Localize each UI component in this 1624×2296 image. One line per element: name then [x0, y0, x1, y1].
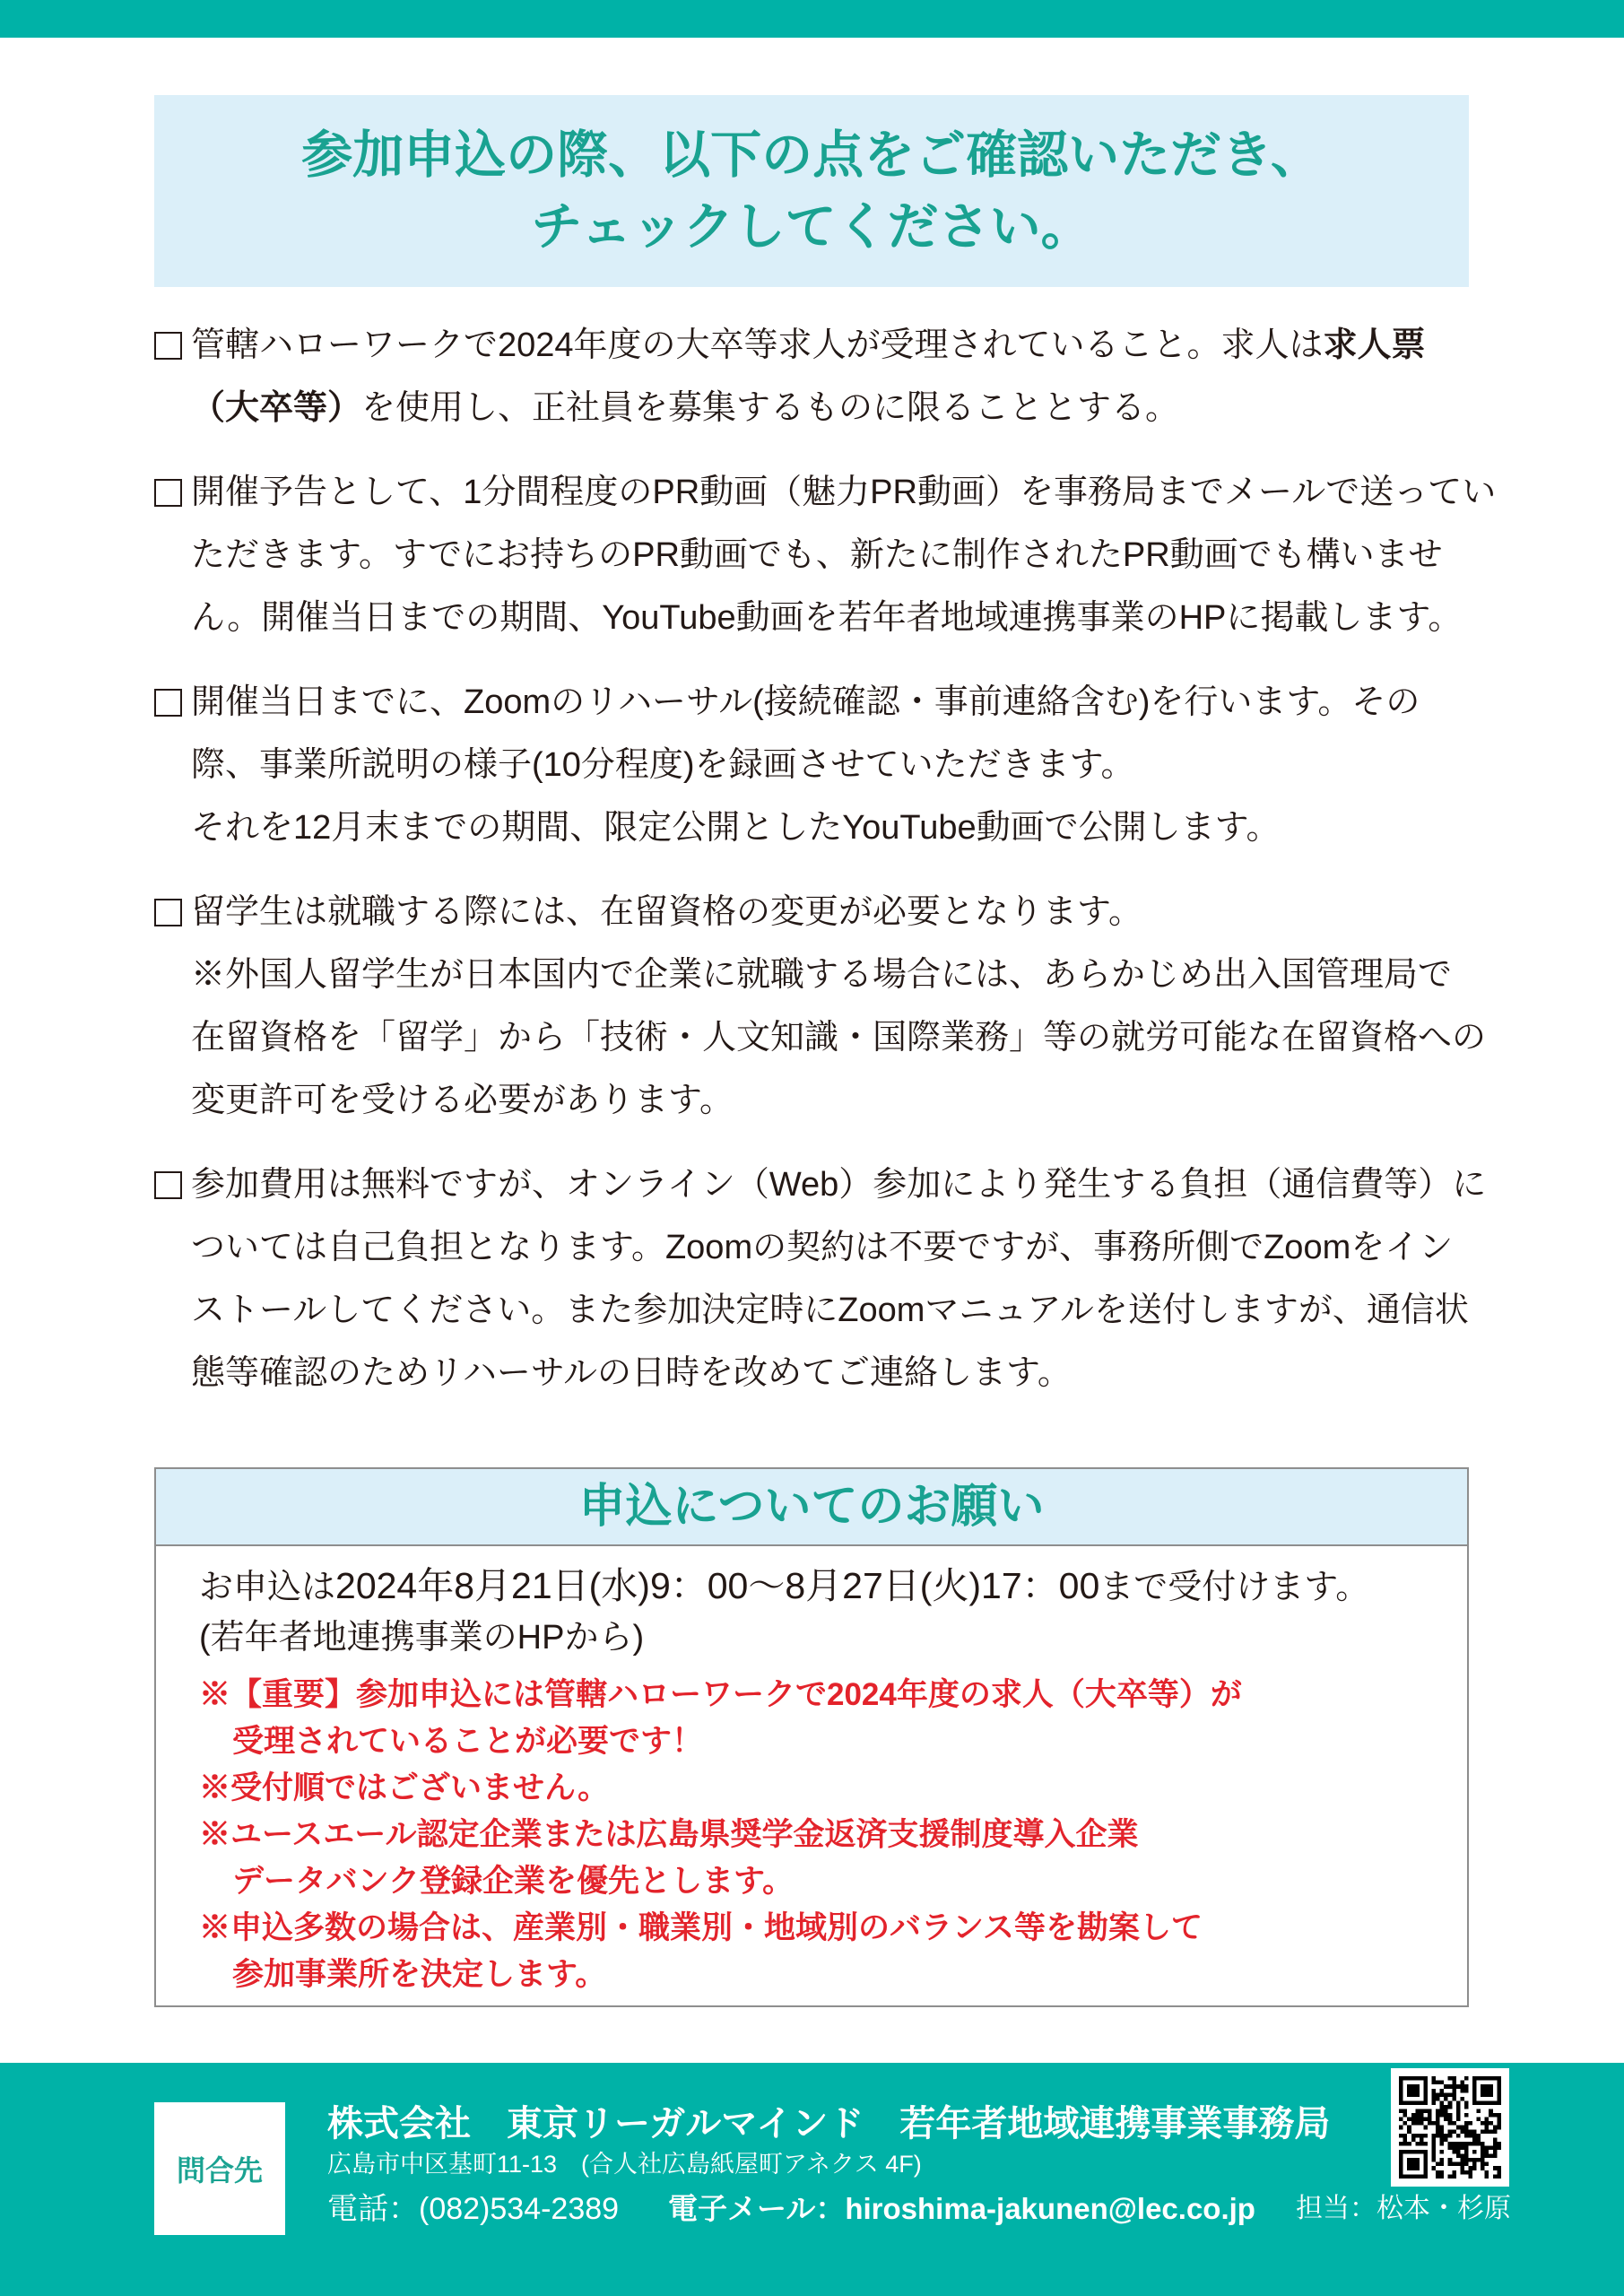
notice-heading-box [154, 95, 1469, 287]
checklist-text: 管轄ハローワークで2024年度の大卒等求人が受理されていること。求人は [191, 326, 1324, 364]
checklist [154, 314, 1553, 1426]
application-heading: 申込についてのお願い [156, 1469, 1467, 1546]
checklist-text: ん。開催当日までの期間、YouTube動画を若年者地域連携事業のHPに掲載します。 [191, 599, 1463, 637]
checklist-item [154, 314, 1553, 439]
checklist-line [154, 377, 1553, 439]
checklist-item [154, 461, 1553, 649]
note-line: ※【重要】参加申込には管轄ハローワークで2024年度の求人（大卒等）が [199, 1677, 1242, 1712]
checklist-text: 開催当日までに、Zoomのリハーサル(接続確認・事前連絡含む)を行います。その [191, 683, 1420, 721]
note-line: ※ユースエール認定企業または広島県奨学金返済支援制度導入企業 [199, 1817, 1139, 1852]
checklist-line [154, 1279, 1553, 1342]
checklist-item [154, 671, 1553, 859]
checkbox-icon [154, 689, 182, 717]
checklist-line [154, 671, 1553, 734]
checklist-item [154, 881, 1553, 1132]
email-address: hiroshima-jakunen@lec.co.jp [845, 2192, 1255, 2225]
application-request-box [154, 1467, 1469, 2007]
qr-code [1391, 2068, 1509, 2187]
checklist-line [154, 314, 1553, 377]
checkbox-icon [154, 479, 182, 507]
checklist-line [154, 1216, 1553, 1279]
contact-email [668, 2188, 1255, 2230]
note-line: ※受付順ではございません。 [199, 1770, 610, 1805]
deadline-suffix: まで受付けます。 [1099, 1569, 1370, 1606]
checkbox-icon [154, 332, 182, 360]
checklist-item [154, 1153, 1553, 1405]
contact-staff: 担当：松本・杉原 [1296, 2194, 1511, 2223]
checklist-line [154, 1069, 1553, 1132]
note-line: 受理されていることが必要です！ [232, 1724, 704, 1759]
checklist-text: 態等確認のためリハーサルの日時を改めてご連絡します。 [191, 1354, 1072, 1392]
application-deadline [199, 1559, 1467, 1613]
contact-phone: 電話：(082)534-2389 [327, 2192, 620, 2226]
checklist-line [154, 944, 1553, 1006]
checklist-line [154, 734, 1553, 796]
checkbox-icon [154, 1171, 182, 1199]
checklist-line [154, 796, 1553, 859]
checkbox-icon [154, 899, 182, 926]
checklist-line [154, 1153, 1553, 1216]
checklist-text-bold: （大卒等） [191, 389, 362, 427]
checklist-line [154, 587, 1553, 649]
checklist-text: 変更許可を受ける必要があります。 [191, 1082, 734, 1119]
note-line: データバンク登録企業を優先とします。 [232, 1864, 795, 1899]
deadline-prefix: お申込は [199, 1569, 336, 1606]
checklist-line [154, 524, 1553, 587]
application-notes [199, 1672, 1467, 1998]
checklist-text: ついては自己負担となります。Zoomの契約は不要ですが、事務所側でZoomをイン [191, 1229, 1454, 1266]
checklist-text: 留学生は就職する際には、在留資格の変更が必要となります。 [191, 893, 1142, 931]
notice-title-line: 参加申込の際、以下の点をご確認いただき、 [301, 126, 1322, 184]
application-channel: (若年者地連携事業のHPから) [199, 1619, 645, 1657]
checklist-text: を使用し、正社員を募集するものに限ることとする。 [361, 389, 1180, 427]
note-line: ※申込多数の場合は、産業別・職業別・地域別のバランス等を勘案して [199, 1910, 1203, 1945]
note-line: 参加事業所を決定します。 [232, 1957, 607, 1992]
top-accent-bar [0, 0, 1624, 38]
contact-organization: 株式会社 東京リーガルマインド 若年者地域連携事業事務局 [327, 2104, 1331, 2144]
deadline-dates: 2024年8月21日(水)9：00〜8月27日(火)17：00 [335, 1565, 1100, 1606]
checklist-text: 際、事業所説明の様子(10分程度)を録画させていただきます。 [191, 746, 1135, 784]
checklist-line [154, 881, 1553, 944]
notice-title-line: チェックしてください。 [531, 198, 1092, 256]
checklist-line [154, 461, 1553, 524]
checklist-line [154, 1342, 1553, 1405]
contact-label: 問合先 [154, 2102, 285, 2235]
contact-address: 広島市中区基町11-13 (合人社広島紙屋町アネクス 4F) [327, 2151, 922, 2178]
checklist-text: 在留資格を「留学」から「技術・人文知識・国際業務」等の就労可能な在留資格への [191, 1019, 1487, 1057]
application-body [156, 1546, 1467, 1998]
contact-footer [0, 2063, 1624, 2296]
email-label: 電子メール： [668, 2192, 846, 2225]
checklist-text: ただきます。すでにお持ちのPR動画でも、新たに制作されたPR動画でも構いませ [191, 536, 1443, 574]
checklist-text: ※外国人留学生が日本国内で企業に就職する場合には、あらかじめ出入国管理局で [191, 956, 1453, 994]
checklist-line [154, 1006, 1553, 1069]
checklist-text: それを12月末までの期間、限定公開としたYouTube動画で公開します。 [191, 809, 1281, 847]
checklist-text: 参加費用は無料ですが、オンライン（Web）参加により発生する負担（通信費等）に [191, 1166, 1487, 1204]
checklist-text-bold: 求人票 [1323, 326, 1426, 364]
checklist-text: ストールしてください。また参加決定時にZoomマニュアルを送付しますが、通信状 [191, 1292, 1469, 1329]
checklist-text: 開催予告として、1分間程度のPR動画（魅力PR動画）を事務局までメールで送ってい [191, 474, 1497, 511]
qr-code-icon [1391, 2068, 1509, 2187]
